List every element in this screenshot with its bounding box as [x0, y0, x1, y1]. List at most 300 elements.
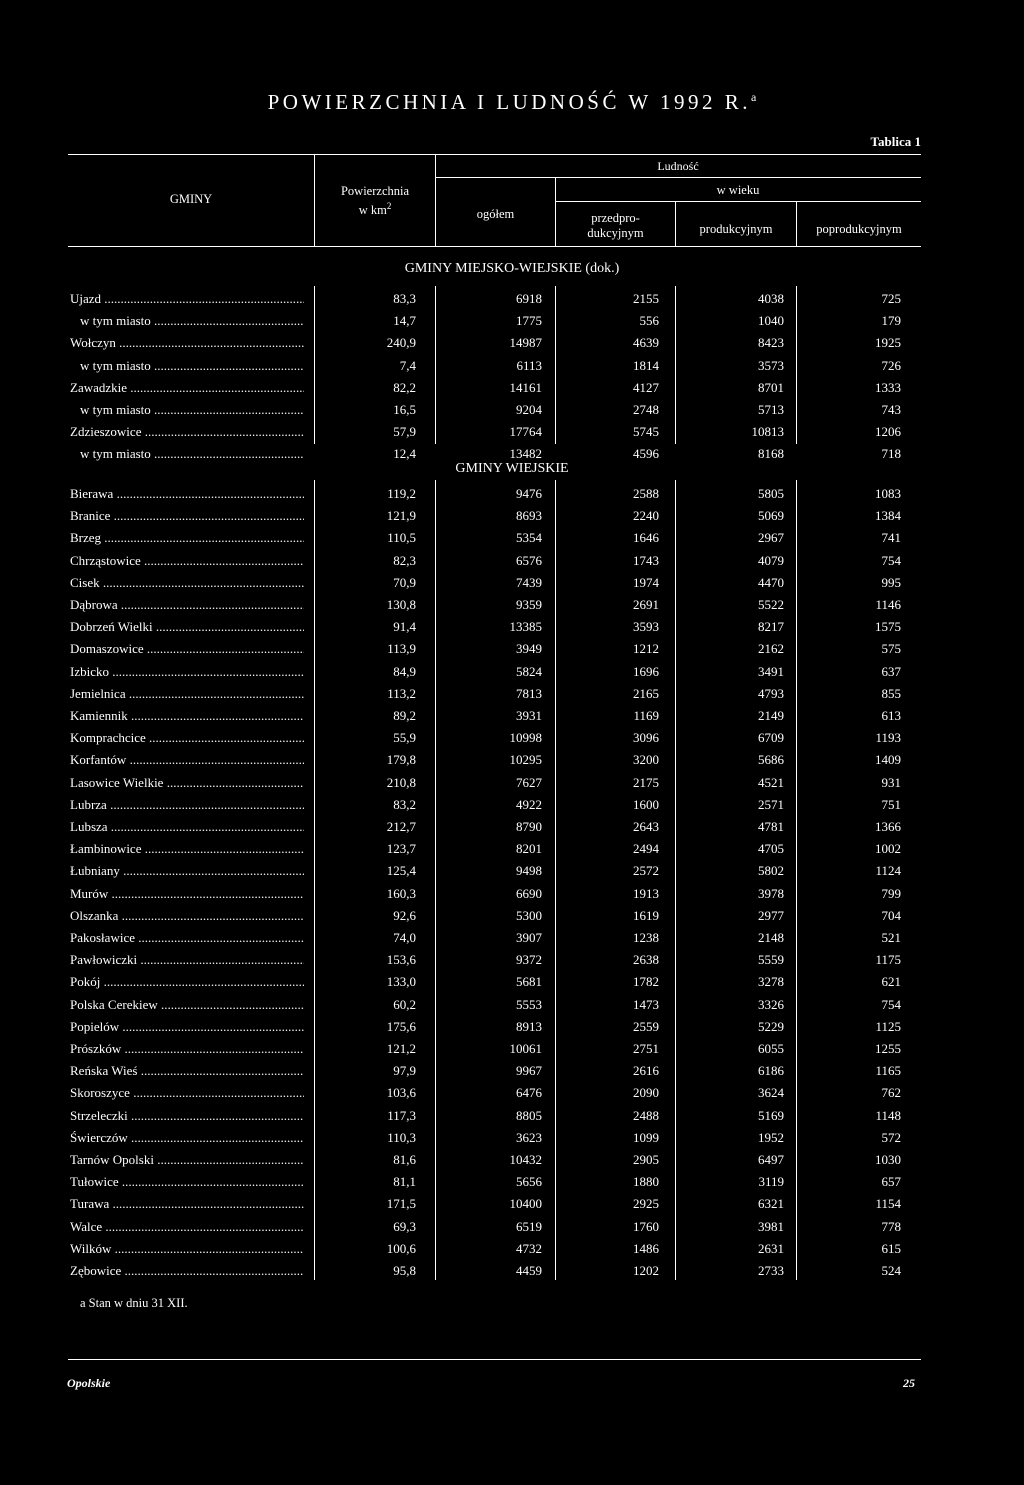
working-age-cell: 8217 [758, 619, 784, 634]
area-cell: 117,3 [387, 1108, 416, 1123]
working-age-cell: 8168 [758, 446, 784, 461]
population-total-cell: 14161 [509, 380, 542, 395]
working-age-cell: 6055 [758, 1041, 784, 1056]
area-cell: 160,3 [386, 886, 416, 901]
area-cell: 74,0 [393, 930, 416, 945]
post-working-age-cell: 855 [881, 686, 901, 701]
population-total-cell: 5354 [516, 530, 542, 545]
table-row [0, 313, 1024, 333]
working-age-cell: 1952 [758, 1130, 784, 1145]
post-working-age-cell: 1146 [875, 597, 901, 612]
footer-rule [68, 1359, 921, 1360]
population-total-cell: 7627 [516, 775, 542, 790]
pre-working-age-cell: 2572 [633, 863, 659, 878]
area-cell: 103,6 [386, 1085, 416, 1100]
working-age-cell: 10813 [751, 424, 784, 439]
table-row [0, 1219, 1024, 1239]
population-total-cell: 7439 [516, 575, 542, 590]
population-total-cell: 9476 [516, 486, 542, 501]
row-name: Ujazd ..... [70, 291, 304, 307]
pre-working-age-cell: 2090 [633, 1085, 659, 1100]
population-total-cell: 6690 [516, 886, 542, 901]
area-cell: 60,2 [393, 997, 416, 1012]
post-working-age-cell: 575 [881, 641, 901, 656]
working-age-cell: 6497 [758, 1152, 784, 1167]
area-cell: 69,3 [393, 1219, 416, 1234]
working-age-cell: 2631 [758, 1241, 784, 1256]
post-working-age-cell: 615 [881, 1241, 901, 1256]
row-name: Prószków ..... [70, 1041, 304, 1057]
post-working-age-cell: 521 [881, 930, 901, 945]
post-working-age-cell: 613 [881, 708, 901, 723]
table-row [0, 797, 1024, 817]
post-working-age-cell: 1002 [875, 841, 901, 856]
population-total-cell: 1775 [516, 313, 542, 328]
working-age-cell: 5686 [758, 752, 784, 767]
population-total-cell: 8201 [516, 841, 542, 856]
table-row [0, 1130, 1024, 1150]
table-row [0, 863, 1024, 883]
population-total-cell: 9359 [516, 597, 542, 612]
row-name: w tym miasto ..... [80, 313, 304, 329]
area-cell: 133,0 [386, 974, 416, 989]
header-przedprodukcyjnym-line1: przedpro- [591, 211, 640, 225]
working-age-cell: 3491 [758, 664, 784, 679]
post-working-age-cell: 799 [881, 886, 901, 901]
row-name: Wołczyn ..... [70, 335, 304, 351]
working-age-cell: 4038 [758, 291, 784, 306]
post-working-age-cell: 1165 [875, 1063, 901, 1078]
row-name: Murów ..... [70, 886, 304, 902]
post-working-age-cell: 1575 [875, 619, 901, 634]
pre-working-age-cell: 1646 [633, 530, 659, 545]
table-row [0, 819, 1024, 839]
row-name: Kamiennik ..... [70, 708, 304, 724]
row-name: Łambinowice ..... [70, 841, 304, 857]
area-cell: 55,9 [393, 730, 416, 745]
pre-working-age-cell: 1486 [633, 1241, 659, 1256]
working-age-cell: 5229 [758, 1019, 784, 1034]
post-working-age-cell: 995 [881, 575, 901, 590]
pre-working-age-cell: 1913 [633, 886, 659, 901]
population-total-cell: 13482 [509, 446, 542, 461]
area-cell: 121,2 [386, 1041, 416, 1056]
section-title: GMINY WIEJSKIE [455, 461, 569, 476]
header-powierzchnia-line2 [315, 199, 435, 218]
pre-working-age-cell: 2643 [633, 819, 659, 834]
row-name: Tarnów Opolski ..... [70, 1152, 304, 1168]
table-row [0, 380, 1024, 400]
working-age-cell: 4521 [758, 775, 784, 790]
pre-working-age-cell: 1238 [633, 930, 659, 945]
post-working-age-cell: 1255 [875, 1041, 901, 1056]
area-cell: 113,2 [387, 686, 416, 701]
area-cell: 91,4 [393, 619, 416, 634]
post-working-age-cell: 778 [881, 1219, 901, 1234]
table-row [0, 597, 1024, 617]
pre-working-age-cell: 2925 [633, 1196, 659, 1211]
post-working-age-cell: 741 [881, 530, 901, 545]
row-name: Świerczów ..... [70, 1130, 304, 1146]
post-working-age-cell: 1925 [875, 335, 901, 350]
area-cell: 179,8 [386, 752, 416, 767]
area-cell: 92,6 [393, 908, 416, 923]
table-row [0, 424, 1024, 444]
row-name: Bierawa ..... [70, 486, 304, 502]
row-name: Łubniany ..... [70, 863, 304, 879]
row-name: Pakosławice ..... [70, 930, 304, 946]
table-row [0, 930, 1024, 950]
pre-working-age-cell: 1473 [633, 997, 659, 1012]
pre-working-age-cell: 2559 [633, 1019, 659, 1034]
area-cell: 83,3 [393, 291, 416, 306]
pre-working-age-cell: 2175 [633, 775, 659, 790]
table-row [0, 508, 1024, 528]
pre-working-age-cell: 5745 [633, 424, 659, 439]
header-produkcyjnym: produkcyjnym [699, 222, 773, 236]
post-working-age-cell: 179 [881, 313, 901, 328]
pre-working-age-cell: 1880 [633, 1174, 659, 1189]
area-cell: 83,2 [393, 797, 416, 812]
page-number: 25 [903, 1376, 915, 1390]
population-total-cell: 9204 [516, 402, 542, 417]
header-powierzchnia [315, 184, 435, 218]
post-working-age-cell: 1154 [875, 1196, 901, 1211]
table-row [0, 553, 1024, 573]
population-total-cell: 6519 [516, 1219, 542, 1234]
post-working-age-cell: 754 [881, 553, 901, 568]
row-name: Chrząstowice ..... [70, 553, 304, 569]
table-row [0, 974, 1024, 994]
header-w-wieku: w wieku [716, 183, 760, 197]
row-name: Izbicko ..... [70, 664, 304, 680]
table-row [0, 730, 1024, 750]
post-working-age-cell: 657 [881, 1174, 901, 1189]
area-cell: 121,9 [386, 508, 416, 523]
header-powierzchnia-line1: Powierzchnia [340, 184, 410, 198]
population-total-cell: 10295 [509, 752, 542, 767]
footer-region: Opolskie [67, 1376, 111, 1390]
footnote: a Stan w dniu 31 XII. [80, 1296, 188, 1310]
pre-working-age-cell: 1743 [633, 553, 659, 568]
pre-working-age-cell: 556 [639, 313, 659, 328]
row-name: Skoroszyce ..... [70, 1085, 304, 1101]
table-row [0, 575, 1024, 595]
working-age-cell: 5559 [758, 952, 784, 967]
row-name: Zdzieszowice ..... [70, 424, 304, 440]
area-cell: 130,8 [386, 597, 416, 612]
row-name: Dobrzeń Wielki ..... [70, 619, 304, 635]
row-name: Reńska Wieś ..... [70, 1063, 304, 1079]
post-working-age-cell: 718 [881, 446, 901, 461]
post-working-age-cell: 1333 [875, 380, 901, 395]
area-cell: 113,9 [387, 641, 416, 656]
population-total-cell: 13385 [509, 619, 542, 634]
pre-working-age-cell: 3200 [633, 752, 659, 767]
working-age-cell: 3978 [758, 886, 784, 901]
working-age-cell: 8423 [758, 335, 784, 350]
post-working-age-cell: 1193 [875, 730, 901, 745]
area-cell: 123,7 [386, 841, 416, 856]
population-total-cell: 3949 [516, 641, 542, 656]
header-gminy: GMINY [169, 192, 213, 206]
pre-working-age-cell: 1600 [633, 797, 659, 812]
ludnosc-rule [435, 177, 921, 178]
area-cell: 81,6 [393, 1152, 416, 1167]
table-row [0, 530, 1024, 550]
table-row [0, 402, 1024, 422]
area-cell: 82,2 [393, 380, 416, 395]
population-total-cell: 8790 [516, 819, 542, 834]
table-row [0, 775, 1024, 795]
area-cell: 97,9 [393, 1063, 416, 1078]
table-row [0, 1263, 1024, 1283]
population-total-cell: 5656 [516, 1174, 542, 1189]
table-row [0, 1063, 1024, 1083]
pre-working-age-cell: 1099 [633, 1130, 659, 1145]
working-age-cell: 4705 [758, 841, 784, 856]
area-cell: 212,7 [386, 819, 416, 834]
table-row [0, 335, 1024, 355]
working-age-cell: 2733 [758, 1263, 784, 1278]
pre-working-age-cell: 2494 [633, 841, 659, 856]
working-age-cell: 5069 [758, 508, 784, 523]
area-cell: 240,9 [386, 335, 416, 350]
pre-working-age-cell: 1169 [633, 708, 659, 723]
table-row [0, 686, 1024, 706]
pre-working-age-cell: 2165 [633, 686, 659, 701]
working-age-cell: 3981 [758, 1219, 784, 1234]
population-total-cell: 9967 [516, 1063, 542, 1078]
post-working-age-cell: 637 [881, 664, 901, 679]
population-total-cell: 10998 [509, 730, 542, 745]
row-name: Brzeg ..... [70, 530, 304, 546]
area-cell: 153,6 [386, 952, 416, 967]
w-wieku-rule [555, 201, 921, 202]
table-row [0, 1108, 1024, 1128]
population-total-cell: 17764 [509, 424, 542, 439]
row-name: w tym miasto ..... [80, 402, 304, 418]
population-total-cell: 10061 [509, 1041, 542, 1056]
working-age-cell: 8701 [758, 380, 784, 395]
row-name: Lubsza ..... [70, 819, 304, 835]
row-name: Walce ..... [70, 1219, 304, 1235]
area-cell: 110,3 [387, 1130, 416, 1145]
pre-working-age-cell: 2905 [633, 1152, 659, 1167]
pre-working-age-cell: 3096 [633, 730, 659, 745]
population-total-cell: 9372 [516, 952, 542, 967]
area-cell: 14,7 [393, 313, 416, 328]
table-row [0, 1174, 1024, 1194]
post-working-age-cell: 1125 [875, 1019, 901, 1034]
pre-working-age-cell: 1782 [633, 974, 659, 989]
pre-working-age-cell: 2488 [633, 1108, 659, 1123]
table-row [0, 886, 1024, 906]
table-row [0, 952, 1024, 972]
working-age-cell: 5522 [758, 597, 784, 612]
table-row [0, 752, 1024, 772]
area-cell: 7,4 [399, 358, 416, 373]
row-name: Lubrza ..... [70, 797, 304, 813]
working-age-cell: 6321 [758, 1196, 784, 1211]
population-total-cell: 10432 [509, 1152, 542, 1167]
population-total-cell: 6576 [516, 553, 542, 568]
pre-working-age-cell: 1212 [633, 641, 659, 656]
population-total-cell: 8805 [516, 1108, 542, 1123]
working-age-cell: 5805 [758, 486, 784, 501]
population-total-cell: 14987 [509, 335, 542, 350]
header-przedprodukcyjnym-line2: dukcyjnym [587, 226, 644, 240]
row-name: Lasowice Wielkie ..... [70, 775, 304, 791]
pre-working-age-cell: 1619 [633, 908, 659, 923]
area-cell: 12,4 [393, 446, 416, 461]
row-name: Komprachcice ..... [70, 730, 304, 746]
table-label: Tablica 1 [870, 134, 921, 149]
population-total-cell: 8913 [516, 1019, 542, 1034]
post-working-age-cell: 1083 [875, 486, 901, 501]
working-age-cell: 5802 [758, 863, 784, 878]
population-total-cell: 4922 [516, 797, 542, 812]
pre-working-age-cell: 4596 [633, 446, 659, 461]
row-name: Domaszowice ..... [70, 641, 304, 657]
population-total-cell: 4732 [516, 1241, 542, 1256]
population-total-cell: 6113 [516, 358, 542, 373]
pre-working-age-cell: 4127 [633, 380, 659, 395]
table-row [0, 486, 1024, 506]
pre-working-age-cell: 2588 [633, 486, 659, 501]
post-working-age-cell: 726 [881, 358, 901, 373]
area-cell: 175,6 [386, 1019, 416, 1034]
header-powierzchnia-unit: w km [358, 203, 387, 218]
post-working-age-cell: 931 [881, 775, 901, 790]
post-working-age-cell: 1148 [875, 1108, 901, 1123]
area-cell: 95,8 [393, 1263, 416, 1278]
area-cell: 100,6 [386, 1241, 416, 1256]
header-bottom-rule [68, 246, 921, 247]
row-name: Zawadzkie ..... [70, 380, 304, 396]
header-ludnosc: Ludność [657, 159, 699, 173]
post-working-age-cell: 1409 [875, 752, 901, 767]
pre-working-age-cell: 2616 [633, 1063, 659, 1078]
table-row [0, 358, 1024, 378]
row-name: Korfantów ..... [70, 752, 304, 768]
working-age-cell: 2967 [758, 530, 784, 545]
population-total-cell: 5681 [516, 974, 542, 989]
table-row [0, 1019, 1024, 1039]
pre-working-age-cell: 2751 [633, 1041, 659, 1056]
working-age-cell: 4470 [758, 575, 784, 590]
working-age-cell: 2149 [758, 708, 784, 723]
row-name: Strzeleczki ..... [70, 1108, 304, 1124]
section-title: GMINY MIEJSKO-WIEJSKIE (dok.) [404, 261, 620, 276]
area-cell: 110,5 [387, 530, 416, 545]
row-name: Turawa ..... [70, 1196, 304, 1212]
table-row [0, 708, 1024, 728]
pre-working-age-cell: 1974 [633, 575, 659, 590]
area-cell: 210,8 [386, 775, 416, 790]
working-age-cell: 5169 [758, 1108, 784, 1123]
row-name: Tułowice ..... [70, 1174, 304, 1190]
post-working-age-cell: 762 [881, 1085, 901, 1100]
row-name: w tym miasto ..... [80, 446, 304, 462]
post-working-age-cell: 754 [881, 997, 901, 1012]
working-age-cell: 2148 [758, 930, 784, 945]
working-age-cell: 4781 [758, 819, 784, 834]
header-powierzchnia-sup: 2 [386, 201, 392, 211]
working-age-cell: 6709 [758, 730, 784, 745]
area-cell: 57,9 [393, 424, 416, 439]
area-cell: 84,9 [393, 664, 416, 679]
post-working-age-cell: 1124 [875, 863, 901, 878]
population-total-cell: 10400 [509, 1196, 542, 1211]
table-row [0, 291, 1024, 311]
table-row [0, 1196, 1024, 1216]
header-top-rule [68, 154, 921, 155]
table-row [0, 664, 1024, 684]
population-total-cell: 4459 [516, 1263, 542, 1278]
working-age-cell: 3326 [758, 997, 784, 1012]
row-name: Jemielnica ..... [70, 686, 304, 702]
population-total-cell: 9498 [516, 863, 542, 878]
row-name: Popielów ..... [70, 1019, 304, 1035]
title-footnote-mark: a [751, 90, 757, 104]
working-age-cell: 3573 [758, 358, 784, 373]
pre-working-age-cell: 2638 [633, 952, 659, 967]
working-age-cell: 2162 [758, 641, 784, 656]
header-przedprodukcyjnym [556, 211, 675, 241]
post-working-age-cell: 725 [881, 291, 901, 306]
area-cell: 119,2 [387, 486, 416, 501]
population-total-cell: 6918 [516, 291, 542, 306]
title-text: POWIERZCHNIA I LUDNOŚĆ W 1992 R. [267, 90, 752, 114]
post-working-age-cell: 1030 [875, 1152, 901, 1167]
table-row [0, 1241, 1024, 1261]
population-total-cell: 3907 [516, 930, 542, 945]
table-row [0, 1152, 1024, 1172]
population-total-cell: 3931 [516, 708, 542, 723]
area-cell: 16,5 [393, 402, 416, 417]
working-age-cell: 3278 [758, 974, 784, 989]
pre-working-age-cell: 2748 [633, 402, 659, 417]
population-total-cell: 5824 [516, 664, 542, 679]
post-working-age-cell: 1366 [875, 819, 901, 834]
post-working-age-cell: 1384 [875, 508, 901, 523]
pre-working-age-cell: 2691 [633, 597, 659, 612]
row-name: Pawłowiczki ..... [70, 952, 304, 968]
pre-working-age-cell: 4639 [633, 335, 659, 350]
population-total-cell: 6476 [516, 1085, 542, 1100]
table-row [0, 619, 1024, 639]
working-age-cell: 3624 [758, 1085, 784, 1100]
working-age-cell: 6186 [758, 1063, 784, 1078]
working-age-cell: 2571 [758, 797, 784, 812]
row-name: Wilków ..... [70, 1241, 304, 1257]
table-row [0, 997, 1024, 1017]
page-title [0, 90, 1024, 115]
pre-working-age-cell: 2155 [633, 291, 659, 306]
row-name: Olszanka ..... [70, 908, 304, 924]
pre-working-age-cell: 1814 [633, 358, 659, 373]
pre-working-age-cell: 1696 [633, 664, 659, 679]
post-working-age-cell: 524 [881, 1263, 901, 1278]
area-cell: 171,5 [386, 1196, 416, 1211]
working-age-cell: 4079 [758, 553, 784, 568]
table-row [0, 841, 1024, 861]
row-name: Polska Cerekiew ..... [70, 997, 304, 1013]
row-name: Zębowice ..... [70, 1263, 304, 1279]
table-row [0, 641, 1024, 661]
post-working-age-cell: 704 [881, 908, 901, 923]
